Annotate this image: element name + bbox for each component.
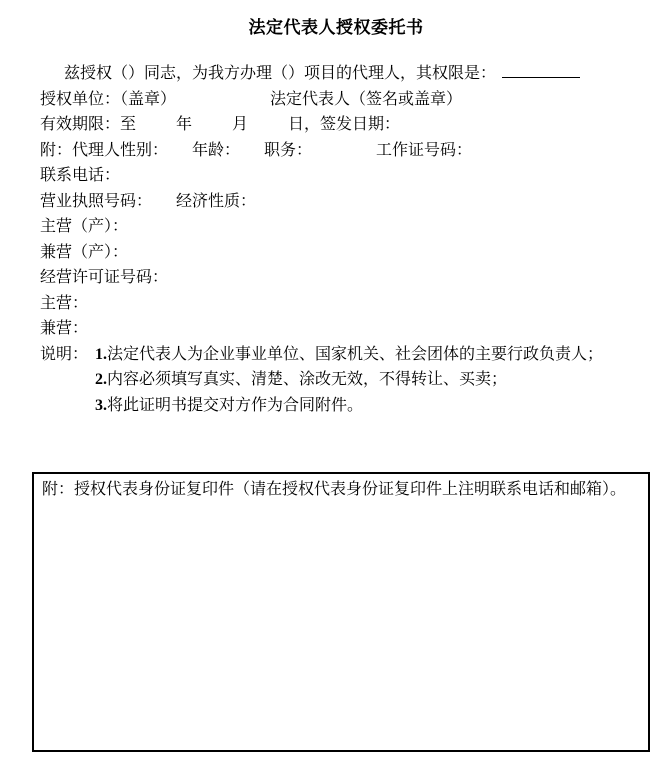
- note-item-1: [95, 342, 603, 368]
- license-economic-line: 营业执照号码： 经济性质：: [40, 192, 257, 210]
- main-product-line: 主营（产）：: [40, 218, 129, 235]
- intro-text: 兹授权（）同志，为我方办理（）项目的代理人，其权限是：: [64, 65, 497, 82]
- legal-representative-label: 法定代表人（签名或盖章）: [270, 90, 463, 108]
- permit-number-line: 经营许可证号码：: [40, 269, 169, 286]
- notes-items: [95, 342, 603, 419]
- note-text: 法定代表人为企业事业单位、国家机关、社会团体的主要行政负责人；: [107, 345, 604, 363]
- side-product-line: 兼营（产）：: [40, 243, 129, 261]
- intro-line: [40, 60, 654, 87]
- agent-info-line: 附：代理人性别： 年龄： 职务： 工作证号码：: [40, 141, 473, 159]
- document-title: 法定代表人授权委托书: [248, 18, 424, 37]
- note-text: 将此证明书提交对方作为合同附件。: [107, 396, 364, 414]
- unit-rep-line: [40, 87, 654, 113]
- notes-label: 说明：: [40, 345, 89, 363]
- document-body: [40, 60, 654, 418]
- side-business-line: 兼营：: [40, 320, 89, 337]
- attachment-box: [32, 472, 650, 752]
- note-item-3: [95, 393, 603, 419]
- main-business-line: 主营：: [40, 294, 89, 312]
- note-number: 2.: [95, 371, 108, 388]
- note-item-2: [95, 367, 603, 393]
- note-number: 1.: [95, 345, 108, 363]
- note-number: 3.: [95, 396, 108, 414]
- note-text: 内容必须填写真实、清楚、涂改无效，不得转让、买卖；: [107, 371, 508, 388]
- validity-line: 有效期限：至 年 月 日，签发日期：: [40, 116, 401, 133]
- authority-blank-field[interactable]: [502, 60, 580, 78]
- attachment-box-text: 附：授权代表身份证复印件（请在授权代表身份证复印件上注明联系电话和邮箱）。: [42, 481, 627, 498]
- notes-section: [40, 342, 654, 419]
- authorizing-unit-label: 授权单位：（盖章）: [40, 90, 177, 108]
- contact-phone-line: 联系电话：: [40, 167, 121, 184]
